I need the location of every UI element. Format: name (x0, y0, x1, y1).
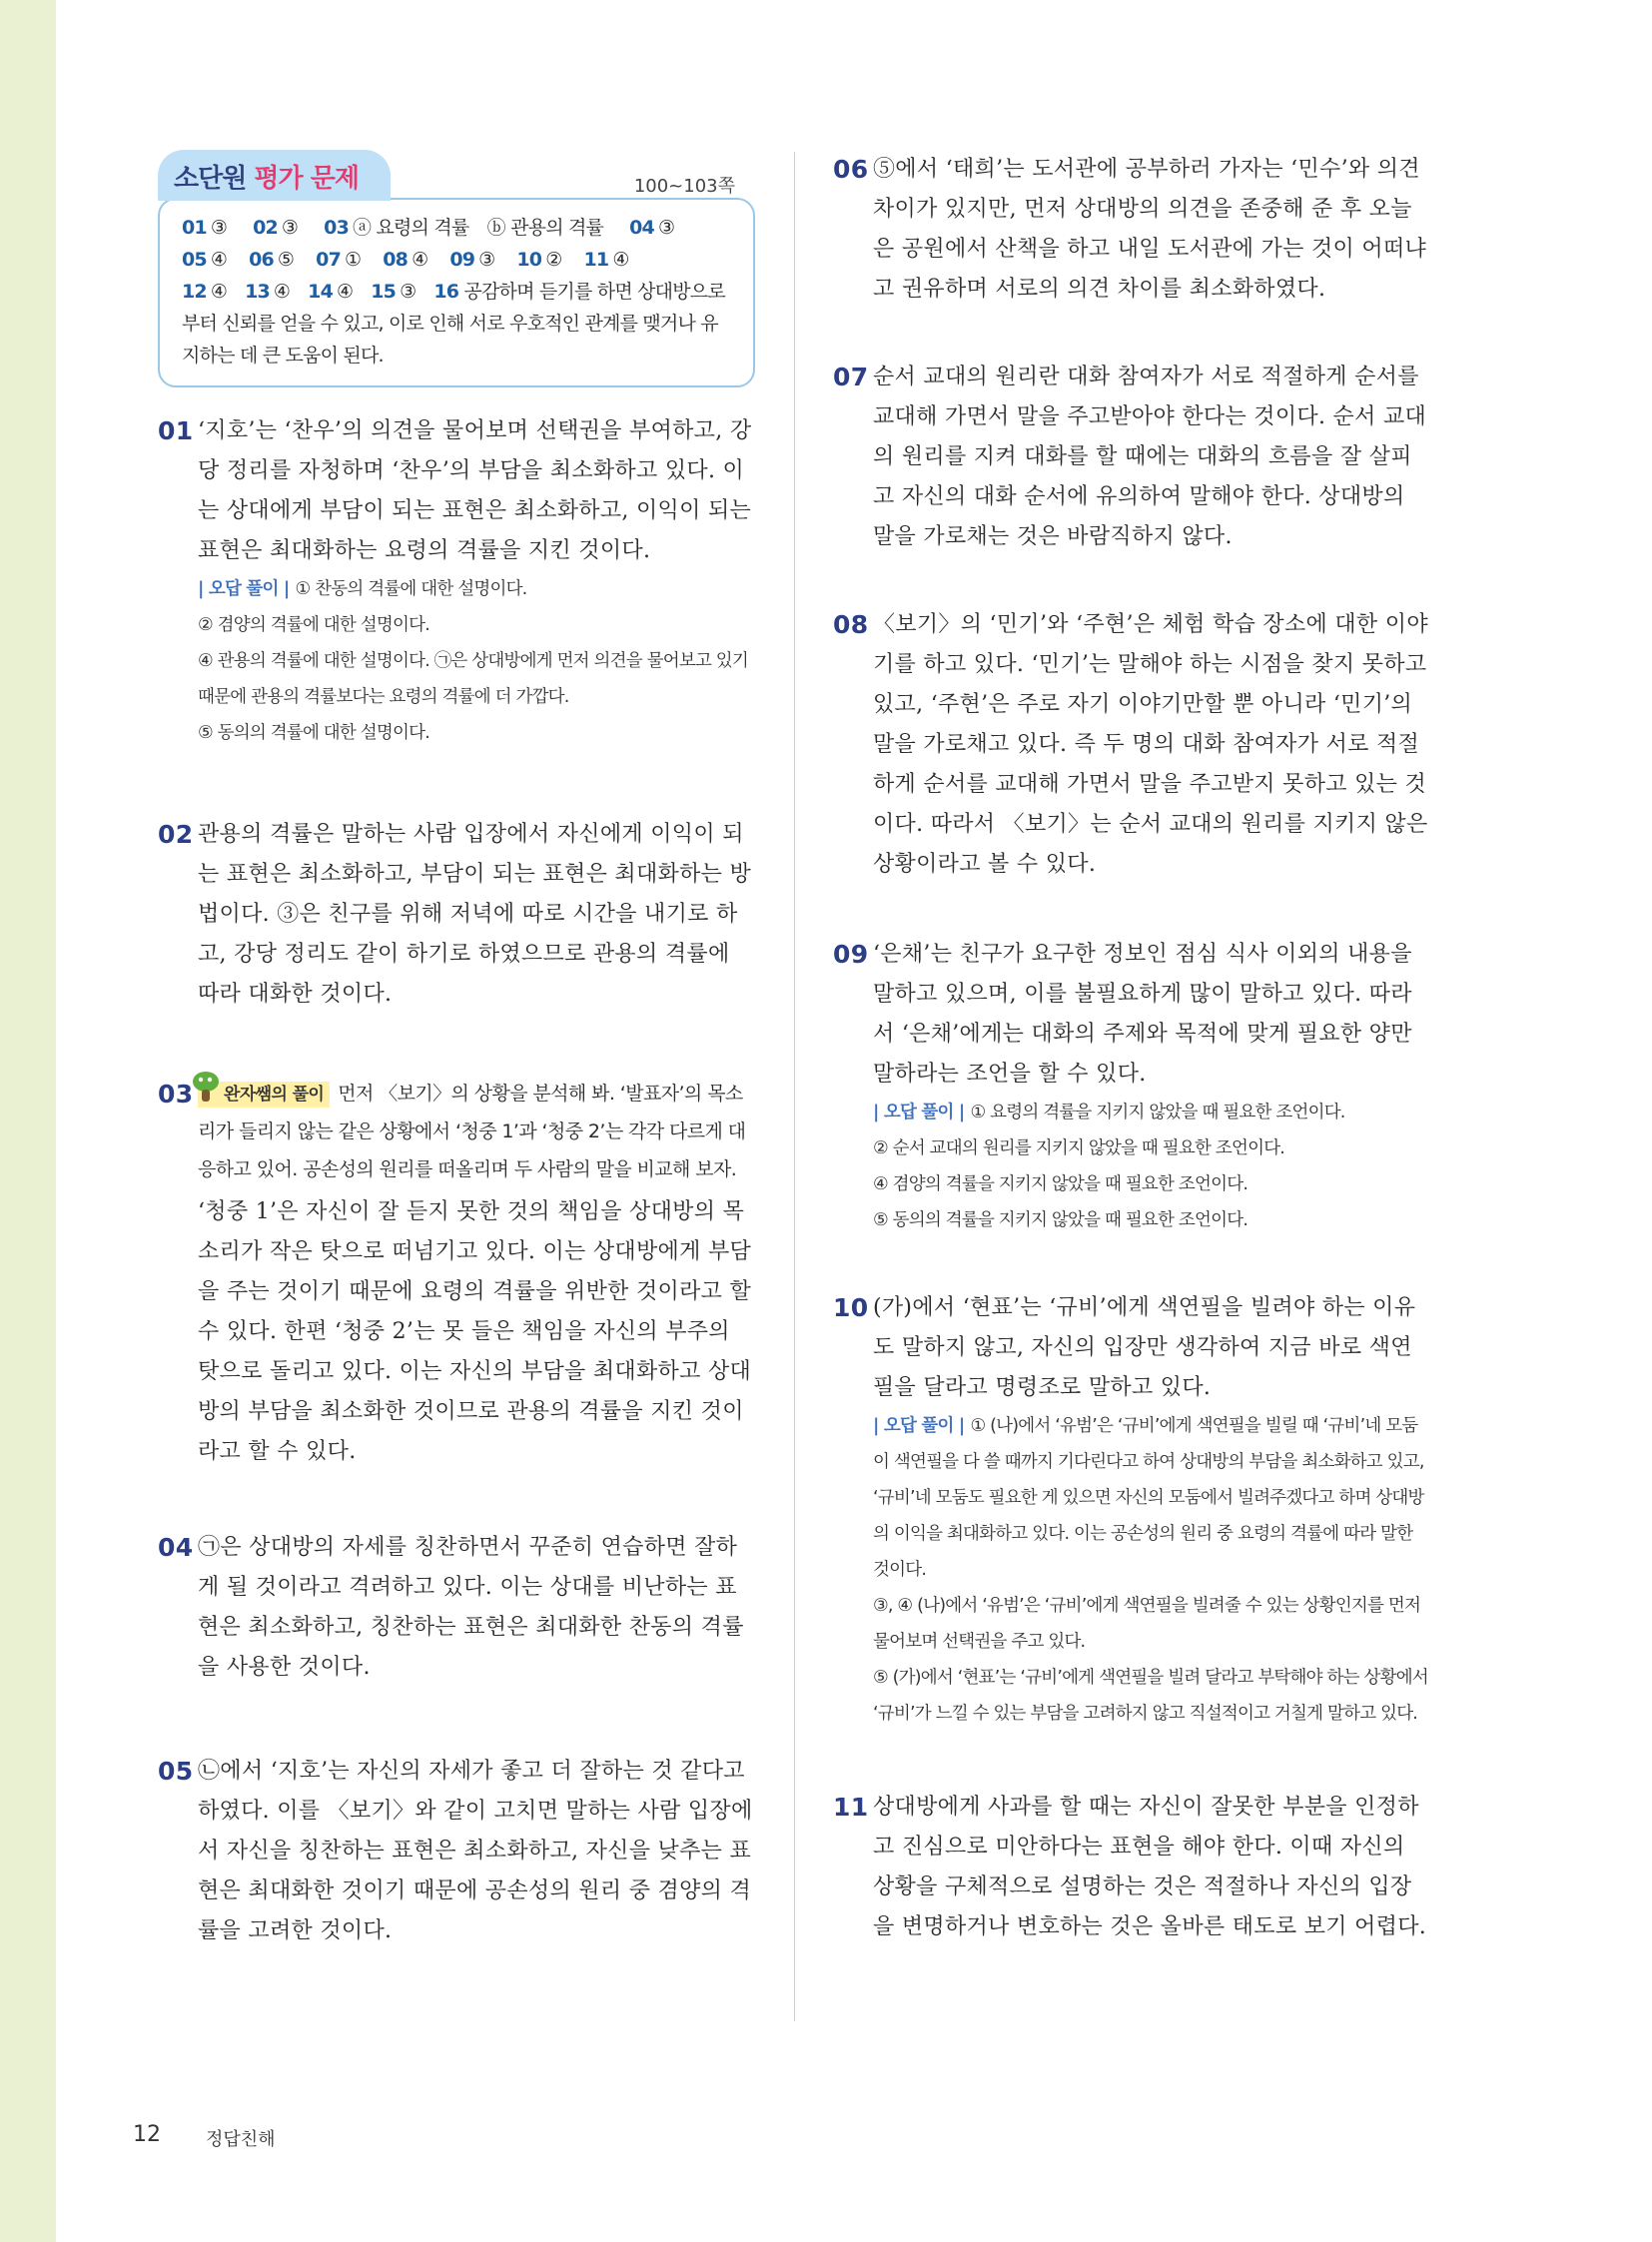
summary-title-highlight: 평가 문제 (254, 164, 359, 194)
teacher-commentary (198, 1075, 755, 1188)
mascot-icon (190, 1070, 222, 1104)
explanation-body: 〈보기〉의 ‘민기’와 ‘주현’은 체험 학습 장소에 대한 이야기를 하고 있다. ‘민기’는 말해야 하는 시점을 찾지 못하고 있고, ‘주현’은 주로 자기 이야기만할 뿐 아니라 ‘민기’의 말을 가로채고 있다. 즉 두 명의 대화 참여자가 서로 적절하게 순서를 교대해 가면서 말을 주고받지 못하고 있는 것이다. 따라서 〈보기〉는 순서 교대의 원리를 지키지 않은 상황이라고 볼 수 있다. (873, 612, 1428, 877)
explanation-02 (158, 815, 755, 1015)
explanation-04 (158, 1528, 755, 1688)
right-column (833, 150, 1432, 1947)
explanation-body: ⑤에서 ‘태희’는 도서관에 공부하러 가자는 ‘민수’와 의견 차이가 있지만, 먼저 상대방의 의견을 존중해 준 후 오늘은 공원에서 산책을 하고 내일 도서관에 가는 것이 어떠냐고 권유하며 서로의 의견 차이를 최소화하였다. (873, 157, 1427, 302)
summary-title-main: 소단원 (174, 164, 247, 194)
note-line: ① (나)에서 ‘유범’은 ‘규비’에게 색연필을 빌릴 때 ‘규비’네 모둠이 색연필을 다 쓸 때까지 기다린다고 하여 상대방의 부담을 최소화하고 있고, ‘규비’네 모둠도 필요한 게 있으면 자신의 모둠에서 빌려주겠다고 하며 상대방의 이익을 최대화하고 있다. 이는 공손성의 원리 중 요령의 격률에 따라 말한 것이다. (873, 1416, 1424, 1580)
summary-header (158, 150, 755, 202)
question-number: 11 (833, 1793, 869, 1822)
q16-number: 16 (433, 281, 459, 303)
explanation-10 (833, 1288, 1432, 1732)
explanation-05 (158, 1752, 755, 1951)
answer-item: 09 ③ (449, 249, 495, 271)
left-column (158, 150, 755, 1951)
column-divider (794, 152, 795, 2021)
answer-item: 07 ① (316, 249, 362, 271)
explanation-11 (833, 1788, 1432, 1947)
explanation-body: 상대방에게 사과를 할 때는 자신이 잘못한 부분을 인정하고 진심으로 미안하다는 표현을 해야 한다. 이때 자신의 상황을 구체적으로 설명하는 것은 적절하나 자신의 입장을 변명하거나 변호하는 것은 올바른 태도로 보기 어렵다. (873, 1795, 1427, 1939)
q16-answer: 공감하며 듣기를 하면 상대방으로부터 신뢰를 얻을 수 있고, 이로 인해 서로 우호적인 관계를 맺거나 유지하는 데 큰 도움이 된다. (182, 281, 725, 367)
explanation-body: ‘은채’는 친구가 요구한 정보인 점심 식사 이외의 내용을 말하고 있으며, 이를 불필요하게 많이 말하고 있다. 따라서 ‘은채’에게는 대화의 주제와 목적에 맞게 필요한 양만 말하라는 조언을 할 수 있다. (873, 942, 1412, 1087)
answer-item: 10 ② (516, 249, 562, 271)
answer-item: 06 ⑤ (249, 249, 295, 271)
wrong-answer-tag: | 오답 풀이 | (873, 1416, 965, 1436)
explanation-body: ‘청중 1’은 자신이 잘 듣지 못한 것의 책임을 상대방의 목소리가 작은 탓으로 떠넘기고 있다. 이는 상대방에게 부담을 주는 것이기 때문에 요령의 격률을 위반한 것이라고 할 수 있다. 한편 ‘청중 2’는 못 들은 책임을 자신의 부주의 탓으로 돌리고 있다. 이는 자신의 부담을 최대화하고 상대방의 부담을 최소화한 것이므로 관용의 격률을 지킨 것이라고 할 수 있다. (198, 1199, 752, 1464)
explanation-06 (833, 150, 1432, 310)
answer-item: 13 ④ (245, 281, 291, 303)
question-number: 10 (833, 1293, 869, 1322)
question-number: 01 (158, 416, 194, 445)
answer-item: 14 ④ (308, 281, 354, 303)
summary-title (158, 150, 391, 201)
explanation-03 (158, 1075, 755, 1472)
answer-row-3 (182, 276, 733, 372)
question-number: 04 (158, 1533, 194, 1562)
answer-item: 08 ④ (383, 249, 428, 271)
explanation-body: ㉡에서 ‘지호’는 자신의 자세가 좋고 더 잘하는 것 같다고 하였다. 이를 〈보기〉와 같이 고치면 말하는 사람 입장에서 자신을 칭찬하는 표현은 최소화하고, 자신을 낮추는 표현은 최대화한 것이기 때문에 공손성의 원리 중 겸양의 격률을 고려한 것이다. (198, 1759, 753, 1943)
footer-label: 정답친해 (206, 2129, 276, 2150)
question-number: 09 (833, 940, 869, 969)
explanation-09 (833, 935, 1432, 1238)
wrong-answer-notes (873, 1095, 1432, 1238)
answer-item: 03 ⓐ 요령의 격률 ⓑ 관용의 격률 (324, 217, 604, 239)
explanation-body: 관용의 격률은 말하는 사람 입장에서 자신에게 이익이 되는 표현은 최소화하고, 부담이 되는 표현은 최대화하는 방법이다. ③은 친구를 위해 저녁에 따로 시간을 내기로 하고, 강당 정리도 같이 하기로 하였으므로 관용의 격률에 따라 대화한 것이다. (198, 822, 752, 1007)
teacher-commentary-text: 먼저 〈보기〉의 상황을 분석해 봐. ‘발표자’의 목소리가 들리지 않는 같은 상황에서 ‘청중 1’과 ‘청중 2’는 각각 다르게 대응하고 있어. 공손성의 원리를 떠올리며 두 사람의 말을 비교해 보자. (198, 1083, 746, 1180)
page-number: 12 (133, 2122, 161, 2147)
note-line: ④ 관용의 격률에 대한 설명이다. ㉠은 상대방에게 먼저 의견을 물어보고 있기 때문에 관용의 격률보다는 요령의 격률에 더 가깝다. (198, 651, 749, 707)
wrong-answer-tag: | 오답 풀이 | (198, 579, 290, 599)
note-line: ⑤ 동의의 격률에 대한 설명이다. (198, 723, 429, 743)
question-number: 07 (833, 363, 869, 391)
question-number: 02 (158, 820, 194, 849)
answer-row-2 (182, 244, 733, 276)
teacher-commentary-label: 완자쌤의 풀이 (198, 1082, 330, 1108)
explanation-body: 순서 교대의 원리란 대화 참여자가 서로 적절하게 순서를 교대해 가면서 말을 주고받아야 한다는 것이다. 순서 교대의 원리를 지켜 대화를 할 때에는 대화의 흐름을 잘 살피고 자신의 대화 순서에 유의하여 말해야 한다. 상대방의 말을 가로채는 것은 바람직하지 않다. (873, 365, 1427, 549)
note-line: ③, ④ (나)에서 ‘유범’은 ‘규비’에게 색연필을 빌려줄 수 있는 상황인지를 먼저 물어보며 선택권을 주고 있다. (873, 1596, 1421, 1652)
note-line: ① 요령의 격률을 지키지 않았을 때 필요한 조언이다. (970, 1103, 1345, 1122)
explanation-body: (가)에서 ‘현표’는 ‘규비’에게 색연필을 빌려야 하는 이유도 말하지 않고, 자신의 입장만 생각하여 지금 바로 색연필을 달라고 명령조로 말하고 있다. (873, 1295, 1416, 1400)
answer-item: 05 ④ (182, 249, 228, 271)
wrong-answer-notes (198, 571, 755, 751)
question-number: 08 (833, 610, 869, 639)
answer-item: 12 ④ (182, 281, 228, 303)
wrong-answer-notes (873, 1408, 1432, 1732)
note-line: ② 겸양의 격률에 대한 설명이다. (198, 615, 429, 635)
question-number: 05 (158, 1757, 194, 1786)
wrong-answer-tag: | 오답 풀이 | (873, 1103, 965, 1122)
note-line: ② 순서 교대의 원리를 지키지 않았을 때 필요한 조언이다. (873, 1138, 1285, 1158)
answer-summary-box (158, 198, 755, 387)
note-line: ④ 겸양의 격률을 지키지 않았을 때 필요한 조언이다. (873, 1174, 1248, 1194)
note-line: ⑤ (가)에서 ‘현표’는 ‘규비’에게 색연필을 빌려 달라고 부탁해야 하는 상황에서 ‘규비’가 느낄 수 있는 부담을 고려하지 않고 직설적이고 거칠게 말하고 있다. (873, 1668, 1428, 1724)
question-number: 06 (833, 155, 869, 184)
explanation-08 (833, 605, 1432, 885)
answer-row-1 (182, 212, 733, 244)
answer-item: 11 ④ (583, 249, 629, 271)
explanation-07 (833, 358, 1432, 557)
answer-item: 04 ③ (629, 217, 675, 239)
note-line: ① 찬동의 격률에 대한 설명이다. (295, 579, 527, 599)
note-line: ⑤ 동의의 격률을 지키지 않았을 때 필요한 조언이다. (873, 1210, 1248, 1230)
explanation-body: ‘지호’는 ‘찬우’의 의견을 물어보며 선택권을 부여하고, 강당 정리를 자청하며 ‘찬우’의 부담을 최소화하고 있다. 이는 상대에게 부담이 되는 표현은 최소화하고, 이익이 되는 표현은 최대화하는 요령의 격률을 지킨 것이다. (198, 418, 752, 563)
explanation-01 (158, 411, 755, 751)
summary-page-range: 100~103쪽 (633, 176, 735, 197)
answer-item: 15 ③ (371, 281, 416, 303)
side-color-strip (0, 0, 56, 2242)
answer-item: 02 ③ (253, 217, 299, 239)
question-number: 03 (158, 1080, 194, 1109)
answer-item: 01 ③ (182, 217, 228, 239)
explanation-body: ㉠은 상대방의 자세를 칭찬하면서 꾸준히 연습하면 잘하게 될 것이라고 격려하고 있다. 이는 상대를 비난하는 표현은 최소화하고, 칭찬하는 표현은 최대화한 찬동의 격률을 사용한 것이다. (198, 1535, 744, 1680)
